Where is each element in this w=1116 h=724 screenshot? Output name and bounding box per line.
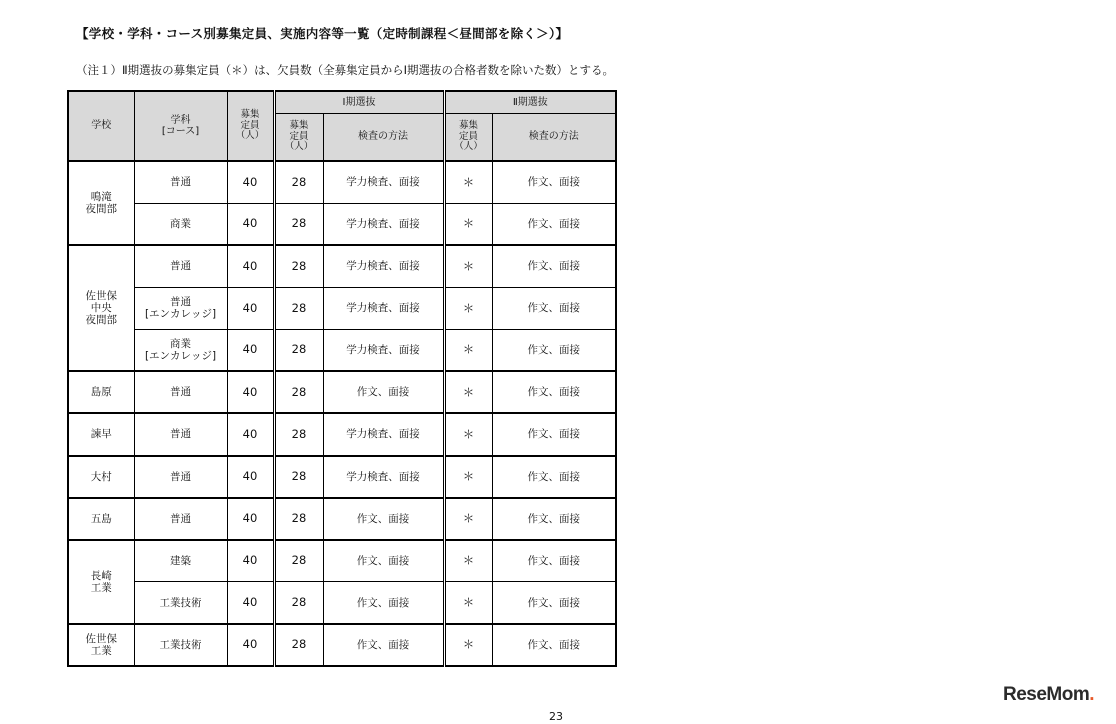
dept-cell	[134, 624, 227, 666]
dept-name: 普通	[170, 296, 191, 309]
p2-capacity-cell: ＊	[444, 413, 492, 455]
page-title: 【学校・学科・コース別募集定員、実施内容等一覧（定時制課程＜昼間部を除く＞）】	[76, 26, 569, 41]
dept-cell	[134, 582, 227, 624]
capacity-cell: 40	[227, 413, 274, 455]
p1-capacity-cell: 28	[274, 203, 323, 245]
capacity-cell: 40	[227, 287, 274, 329]
p1-method-cell: 作文、面接	[323, 540, 444, 582]
dept-course: [エンカレッジ]	[144, 308, 217, 321]
p2-method-cell: 作文、面接	[492, 245, 616, 287]
dept-cell	[134, 456, 227, 498]
header-p2-cap-l3: （人）	[454, 140, 483, 152]
header-p1-capacity	[274, 113, 323, 161]
p2-method-cell: 作文、面接	[492, 287, 616, 329]
table-row	[68, 498, 616, 540]
header-p1-cap-l2: 定員	[289, 130, 309, 142]
table-row	[68, 624, 616, 666]
dept-name: 普通	[170, 512, 191, 525]
dept-name: 建築	[170, 554, 191, 567]
p2-capacity-cell: ＊	[444, 245, 492, 287]
dept-cell	[134, 161, 227, 203]
header-p2-method: 検査の方法	[492, 113, 616, 161]
p2-capacity-cell: ＊	[444, 498, 492, 540]
school-name-l2: 工業	[90, 644, 112, 657]
header-phase2: Ⅱ期選抜	[444, 91, 616, 113]
school-cell	[68, 413, 134, 455]
p2-method-cell: 作文、面接	[492, 540, 616, 582]
dept-cell	[134, 540, 227, 582]
header-department	[134, 91, 227, 161]
page-number: 23	[549, 710, 563, 723]
header-dept-line2: [コース]	[161, 126, 200, 137]
dept-name: 普通	[170, 428, 191, 441]
p2-capacity-cell: ＊	[444, 624, 492, 666]
capacity-cell: 40	[227, 540, 274, 582]
table-body	[68, 161, 616, 666]
school-name-l2: 工業	[90, 581, 112, 594]
p1-capacity-cell: 28	[274, 329, 323, 371]
school-cell	[68, 456, 134, 498]
p2-capacity-cell: ＊	[444, 287, 492, 329]
school-cell	[68, 540, 134, 624]
school-name-l1: 諫早	[90, 428, 112, 441]
p1-capacity-cell: 28	[274, 540, 323, 582]
table-row	[68, 413, 616, 455]
school-name-l1: 佐世保	[85, 632, 117, 645]
header-school: 学校	[68, 91, 134, 161]
header-capacity-l2: 定員	[240, 119, 260, 131]
header-p1-cap-l3: （人）	[284, 140, 314, 152]
p1-capacity-cell: 28	[274, 371, 323, 413]
p1-capacity-cell: 28	[274, 624, 323, 666]
p1-capacity-cell: 28	[274, 456, 323, 498]
p1-method-cell: 学力検査、面接	[323, 245, 444, 287]
table-row	[68, 540, 616, 582]
p1-capacity-cell: 28	[274, 413, 323, 455]
header-p2-capacity	[444, 113, 492, 161]
p2-method-cell: 作文、面接	[492, 203, 616, 245]
header-p1-cap-l1: 募集	[289, 120, 309, 132]
school-name-l1: 大村	[90, 470, 112, 483]
capacity-cell: 40	[227, 498, 274, 540]
capacity-cell: 40	[227, 371, 274, 413]
note-text: （注１）Ⅱ期選抜の募集定員（＊）は、欠員数（全募集定員からⅠ期選抜の合格者数を除いた数）とする。	[76, 63, 615, 77]
table-row	[68, 245, 616, 287]
capacity-cell: 40	[227, 456, 274, 498]
table-row	[68, 329, 616, 371]
table-header	[68, 91, 616, 161]
header-p2-cap-l1: 募集	[459, 120, 479, 132]
capacity-cell: 40	[227, 624, 274, 666]
table-row	[68, 287, 616, 329]
dept-name: 普通	[170, 176, 191, 189]
dept-name: 工業技術	[159, 596, 202, 609]
admission-table	[67, 90, 617, 667]
p1-method-cell: 学力検査、面接	[323, 413, 444, 455]
p2-capacity-cell: ＊	[444, 456, 492, 498]
p2-method-cell: 作文、面接	[492, 498, 616, 540]
p1-method-cell: 学力検査、面接	[323, 329, 444, 371]
school-name-l2: 夜間部	[85, 203, 117, 216]
logo-dot: .	[1089, 684, 1095, 705]
p2-capacity-cell: ＊	[444, 161, 492, 203]
school-cell	[68, 245, 134, 371]
dept-name: 商業	[170, 338, 191, 351]
p1-method-cell: 作文、面接	[323, 582, 444, 624]
table-row	[68, 161, 616, 203]
dept-name: 工業技術	[159, 638, 202, 651]
p1-method-cell: 学力検査、面接	[323, 287, 444, 329]
header-capacity-l1: 募集	[240, 109, 260, 121]
p2-capacity-cell: ＊	[444, 329, 492, 371]
p2-method-cell: 作文、面接	[492, 161, 616, 203]
table-row	[68, 582, 616, 624]
p2-method-cell: 作文、面接	[492, 624, 616, 666]
header-p1-method: 検査の方法	[323, 113, 444, 161]
capacity-cell: 40	[227, 203, 274, 245]
p2-method-cell: 作文、面接	[492, 456, 616, 498]
table-row	[68, 456, 616, 498]
p1-method-cell: 学力検査、面接	[323, 161, 444, 203]
p1-capacity-cell: 28	[274, 161, 323, 203]
school-cell	[68, 624, 134, 666]
school-name-l3: 夜間部	[85, 314, 117, 327]
p1-method-cell: 作文、面接	[323, 498, 444, 540]
dept-name: 普通	[170, 386, 191, 399]
header-dept-line1: 学科	[170, 114, 191, 126]
p2-method-cell: 作文、面接	[492, 413, 616, 455]
p1-method-cell: 作文、面接	[323, 371, 444, 413]
header-capacity	[227, 91, 274, 161]
p1-method-cell: 作文、面接	[323, 624, 444, 666]
school-cell	[68, 161, 134, 245]
p1-capacity-cell: 28	[274, 498, 323, 540]
capacity-cell: 40	[227, 582, 274, 624]
dept-name: 普通	[170, 470, 191, 483]
capacity-cell: 40	[227, 245, 274, 287]
dept-cell	[134, 498, 227, 540]
dept-course: [エンカレッジ]	[144, 350, 217, 363]
p2-capacity-cell: ＊	[444, 582, 492, 624]
p1-capacity-cell: 28	[274, 287, 323, 329]
dept-cell	[134, 287, 227, 329]
capacity-cell: 40	[227, 161, 274, 203]
header-phase1: Ⅰ期選抜	[274, 91, 444, 113]
school-name-l1: 佐世保	[85, 290, 117, 303]
table-row	[68, 203, 616, 245]
header-capacity-l3: （人）	[235, 130, 265, 142]
school-name-l1: 島原	[90, 386, 112, 399]
p1-method-cell: 学力検査、面接	[323, 456, 444, 498]
p2-capacity-cell: ＊	[444, 203, 492, 245]
dept-cell	[134, 371, 227, 413]
p2-method-cell: 作文、面接	[492, 582, 616, 624]
p1-capacity-cell: 28	[274, 245, 323, 287]
p1-capacity-cell: 28	[274, 582, 323, 624]
capacity-cell: 40	[227, 329, 274, 371]
school-cell	[68, 371, 134, 413]
table-row	[68, 371, 616, 413]
p2-capacity-cell: ＊	[444, 371, 492, 413]
school-name-l1: 長崎	[90, 569, 112, 582]
logo-text: ReseMom	[1003, 684, 1090, 705]
dept-name: 普通	[170, 260, 191, 273]
school-cell	[68, 498, 134, 540]
dept-cell	[134, 203, 227, 245]
dept-name: 商業	[170, 217, 191, 230]
school-name-l1: 鳴滝	[90, 191, 112, 204]
p1-method-cell: 学力検査、面接	[323, 203, 444, 245]
school-name-l2: 中央	[90, 302, 112, 315]
dept-cell	[134, 245, 227, 287]
p2-method-cell: 作文、面接	[492, 371, 616, 413]
dept-cell	[134, 413, 227, 455]
dept-cell	[134, 329, 227, 371]
school-name-l1: 五島	[90, 512, 112, 525]
p2-method-cell: 作文、面接	[492, 329, 616, 371]
p2-capacity-cell: ＊	[444, 540, 492, 582]
header-p2-cap-l2: 定員	[459, 130, 479, 142]
resemom-logo	[1003, 684, 1094, 706]
